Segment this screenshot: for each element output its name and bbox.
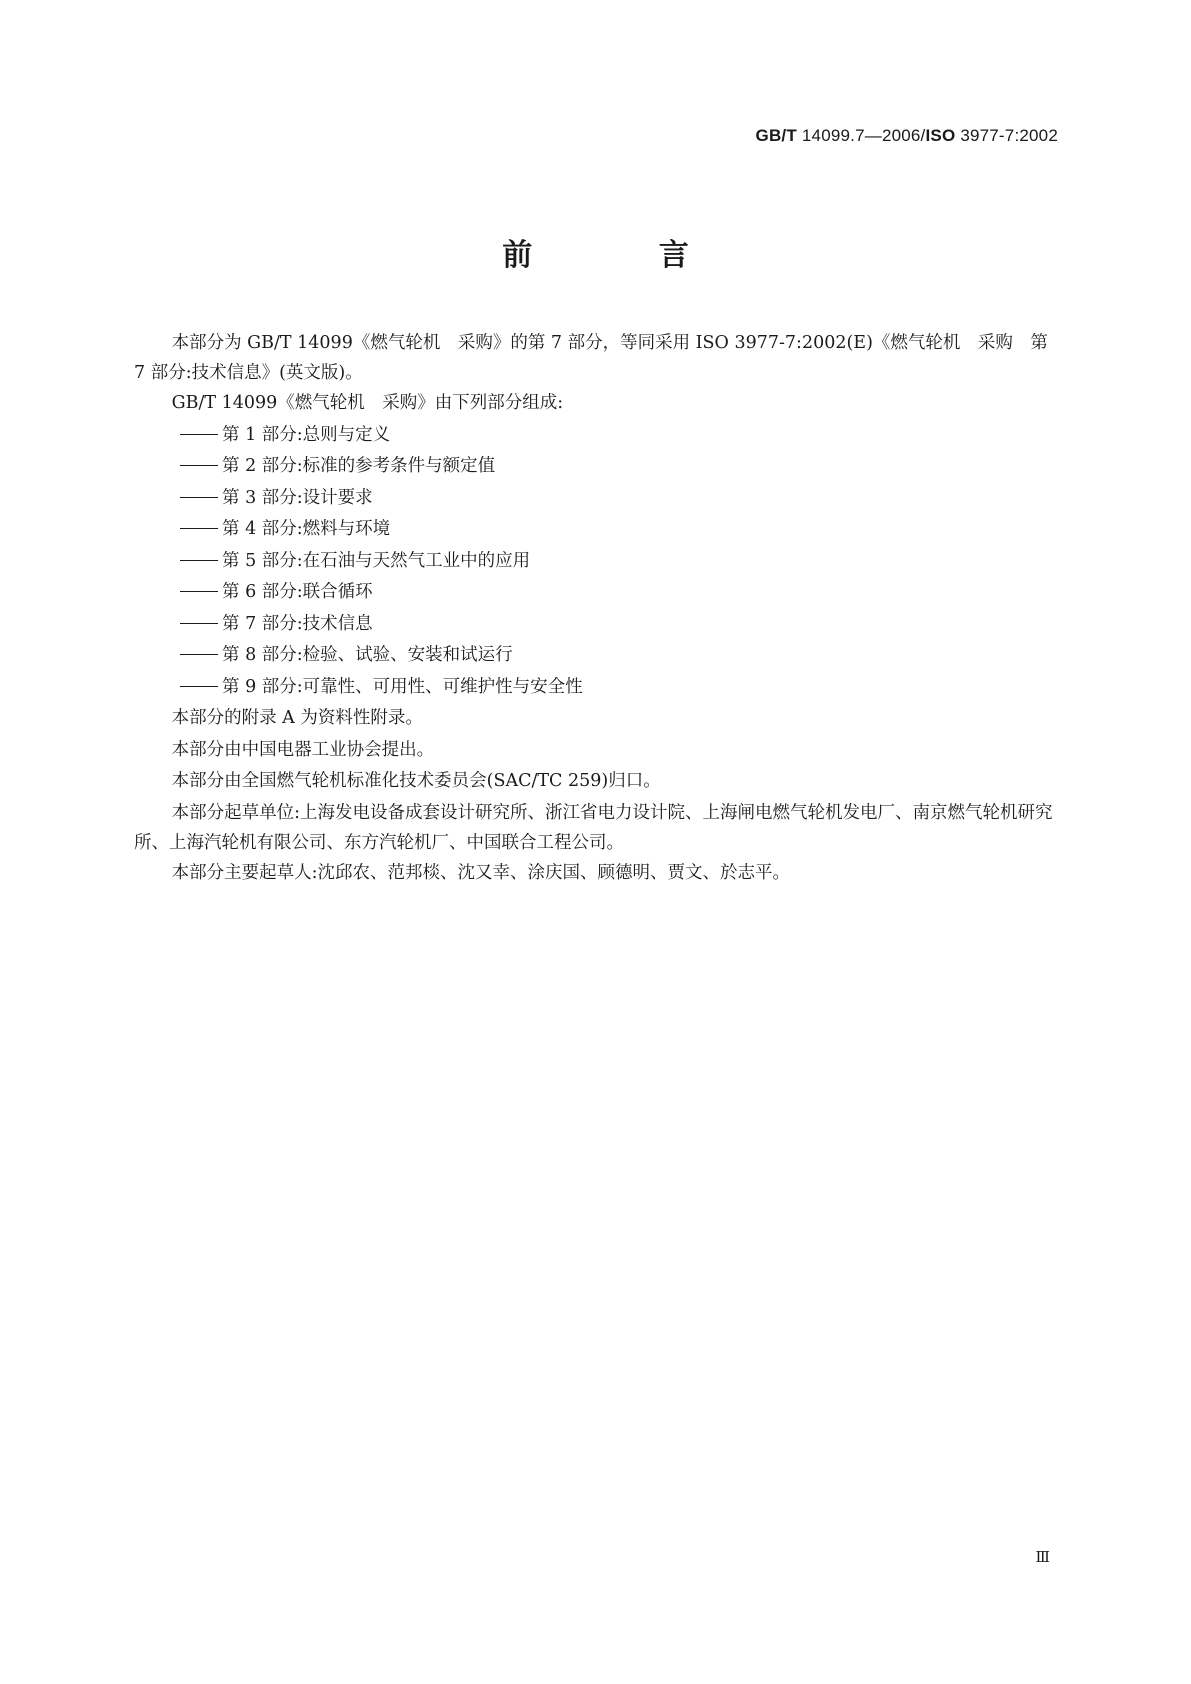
part-label: 第 3 部分:设计要求 xyxy=(222,487,373,508)
standard-number-header xyxy=(756,126,1058,146)
paragraph-proposer: 本部分由中国电器工业协会提出。 xyxy=(171,739,435,760)
em-dash-rule xyxy=(180,686,218,687)
foreword-body xyxy=(134,328,1058,889)
list-item xyxy=(134,483,1058,515)
part-label: 第 5 部分:在石油与天然气工业中的应用 xyxy=(222,550,531,571)
list-item xyxy=(134,640,1058,672)
paragraph-drafters: 本部分主要起草人:沈邱农、范邦棪、沈又幸、涂庆国、顾德明、贾文、於志平。 xyxy=(171,862,791,883)
list-item xyxy=(134,451,1058,483)
page-number: Ⅲ xyxy=(1035,1548,1050,1566)
list-item xyxy=(134,514,1058,546)
iso-code: 3977-7:2002 xyxy=(960,126,1058,145)
em-dash-rule xyxy=(180,465,218,466)
list-item xyxy=(134,609,1058,641)
em-dash-rule xyxy=(180,528,218,529)
paragraph-annex: 本部分的附录 A 为资料性附录。 xyxy=(171,708,423,728)
part-label: 第 7 部分:技术信息 xyxy=(222,613,373,634)
em-dash-rule xyxy=(180,497,218,498)
part-label: 第 2 部分:标准的参考条件与额定值 xyxy=(222,456,496,476)
paragraph-composition: GB/T 14099《燃气轮机 采购》由下列部分组成: xyxy=(171,393,564,413)
paragraph-drafting-units: 本部分起草单位:上海发电设备成套设计研究所、浙江省电力设计院、上海闸电燃气轮机发电厂、南京燃气轮机研究所、上海汽轮机有限公司、东方汽轮机厂、中国联合工程公司。 xyxy=(134,802,1053,853)
list-item xyxy=(134,546,1058,578)
std-prefix: GB/T xyxy=(755,126,797,145)
em-dash-rule xyxy=(180,560,218,561)
std-code: 14099.7—2006/ xyxy=(801,126,926,145)
part-label: 第 9 部分:可靠性、可用性、可维护性与安全性 xyxy=(222,676,583,697)
part-label: 第 6 部分:联合循环 xyxy=(222,582,373,602)
em-dash-rule xyxy=(180,591,218,592)
part-label: 第 1 部分:总则与定义 xyxy=(222,424,391,445)
em-dash-rule xyxy=(180,654,218,655)
list-item xyxy=(134,420,1058,452)
part-label: 第 4 部分:燃料与环境 xyxy=(222,519,391,539)
page-title: 前 言 xyxy=(502,238,747,273)
list-item xyxy=(134,672,1058,704)
list-item xyxy=(134,577,1058,609)
paragraph-scope: 本部分为 GB/T 14099《燃气轮机 采购》的第 7 部分，等同采用 ISO 3977-7:2002(E)《燃气轮机 采购 第 7 部分:技术信息》(英文版)。 xyxy=(134,333,1048,383)
iso-prefix: ISO xyxy=(925,126,956,145)
em-dash-rule xyxy=(180,434,218,435)
paragraph-committee: 本部分由全国燃气轮机标准化技术委员会(SAC/TC 259)归口。 xyxy=(171,771,661,791)
part-label: 第 8 部分:检验、试验、安装和试运行 xyxy=(222,645,513,665)
em-dash-rule xyxy=(180,623,218,624)
